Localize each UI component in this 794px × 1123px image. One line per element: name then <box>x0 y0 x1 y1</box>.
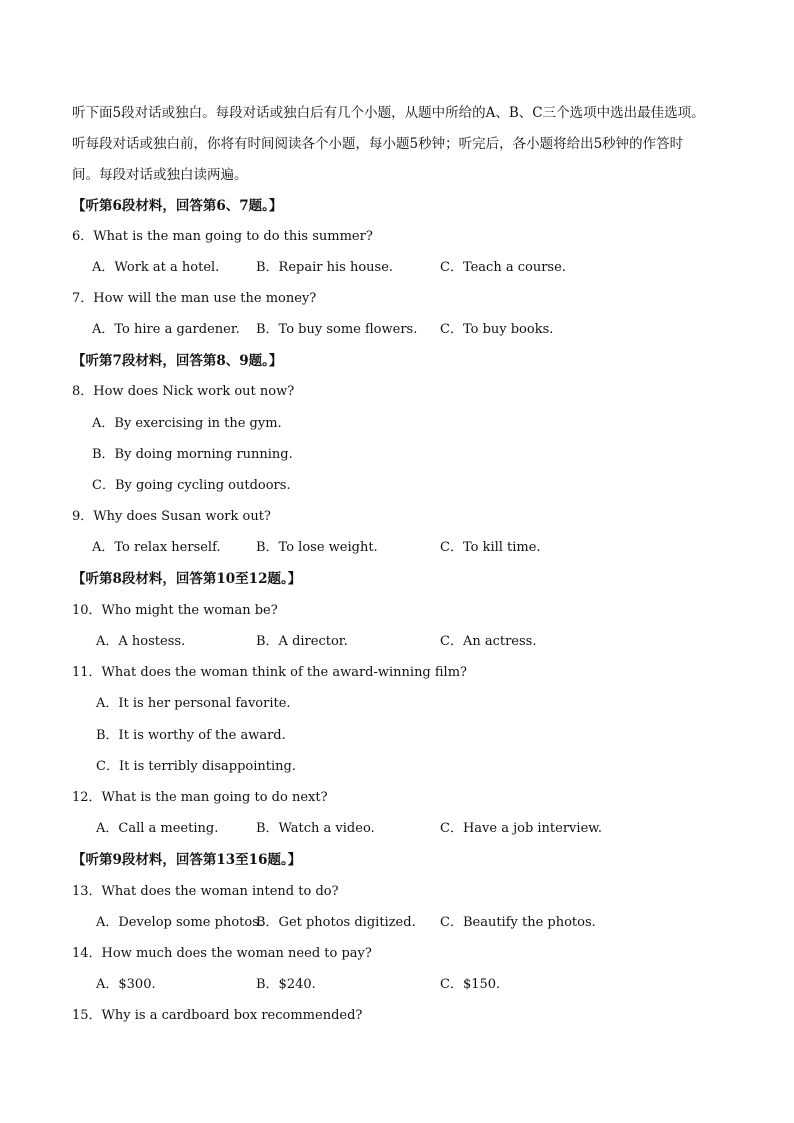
section-heading: 【听第7段材料，回答第8、9题。】 <box>72 353 283 369</box>
option-c: C．It is terribly disappointing. <box>96 759 296 774</box>
question-stem: 7．How will the man use the money? <box>72 291 317 306</box>
option-a: A．By exercising in the gym. <box>92 416 282 431</box>
option-b: B．$240. <box>256 977 316 992</box>
question-stem: 6．What is the man going to do this summer? <box>72 229 373 244</box>
option-c: C．To buy books. <box>440 322 554 337</box>
option-a: A．To hire a gardener. <box>92 322 240 337</box>
option-c: C．To kill time. <box>440 540 541 555</box>
question-stem: 13．What does the woman intend to do? <box>72 884 339 899</box>
option-b: B．To lose weight. <box>256 540 378 555</box>
question-stem: 11．What does the woman think of the award-winning film? <box>72 665 468 680</box>
section-heading: 【听第9段材料，回答第13至16题。】 <box>72 852 302 868</box>
question-stem: 14．How much does the woman need to pay? <box>72 946 372 961</box>
option-a: A．Call a meeting. <box>96 821 219 836</box>
option-c: C．Have a job interview. <box>440 821 602 836</box>
section-heading: 【听第6段材料，回答第6、7题。】 <box>72 198 283 214</box>
instruction-line: 间。每段对话或独白读两遍。 <box>72 167 248 183</box>
option-a: A．Work at a hotel. <box>92 260 220 275</box>
question-stem: 8．How does Nick work out now? <box>72 384 295 399</box>
option-a: A．It is her personal favorite. <box>96 696 291 711</box>
instruction-line: 听每段对话或独白前，你将有时间阅读各个小题，每小题5秒钟；听完后，各小题将给出5秒钟的作答时 <box>72 136 684 152</box>
instruction-line: 听下面5段对话或独白。每段对话或独白后有几个小题，从题中所给的A、B、C三个选项中选出最佳选项。 <box>72 105 705 121</box>
question-stem: 10．Who might the woman be? <box>72 603 278 618</box>
option-b: B．Watch a video. <box>256 821 375 836</box>
option-b: B．By doing morning running. <box>92 447 293 462</box>
option-a: A．To relax herself. <box>92 540 221 555</box>
option-c: C．By going cycling outdoors. <box>92 478 291 493</box>
option-a: A．Develop some photos. <box>96 915 264 930</box>
option-c: C．$150. <box>440 977 501 992</box>
option-a: A．A hostess. <box>96 634 186 649</box>
option-c: C．Teach a course. <box>440 260 566 275</box>
question-stem: 12．What is the man going to do next? <box>72 790 328 805</box>
option-a: A．$300. <box>96 977 156 992</box>
option-b: B．To buy some flowers. <box>256 322 418 337</box>
option-b: B．Repair his house. <box>256 260 394 275</box>
option-c: C．An actress. <box>440 634 537 649</box>
question-stem: 15．Why is a cardboard box recommended? <box>72 1008 363 1023</box>
option-c: C．Beautify the photos. <box>440 915 596 930</box>
section-heading: 【听第8段材料，回答第10至12题。】 <box>72 571 302 587</box>
question-stem: 9．Why does Susan work out? <box>72 509 271 524</box>
option-b: B．It is worthy of the award. <box>96 728 286 743</box>
option-b: B．Get photos digitized. <box>256 915 416 930</box>
option-b: B．A director. <box>256 634 348 649</box>
